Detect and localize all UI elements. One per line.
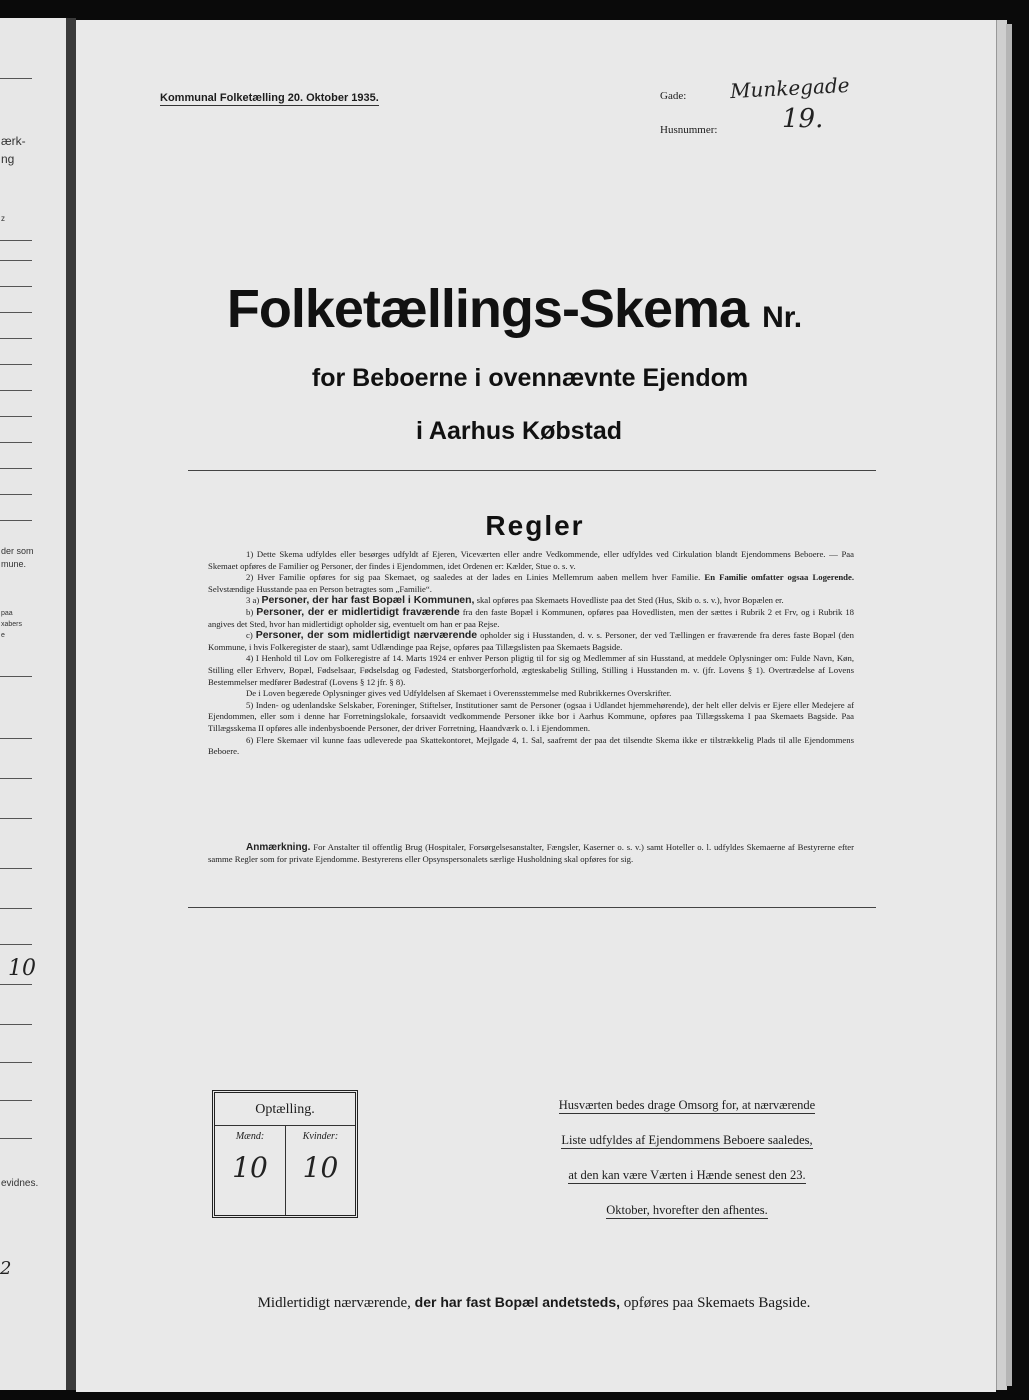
left-rule bbox=[0, 738, 32, 739]
left-rule bbox=[0, 908, 32, 909]
left-rule bbox=[0, 468, 32, 469]
house-number-label: Husnummer: bbox=[660, 124, 718, 136]
left-rule bbox=[0, 1062, 32, 1063]
form-title bbox=[0, 278, 1029, 340]
rule-3b: b) Personer, der er midlertidigt fraværende fra den faste Bopæl i Kommunen, opføres paa Hovedlisten, men der sættes i Rubrik 2 et Frv, og i Rubrik 18 angives det Sted, hvor han midlertidigt opholder sig, eventuelt om han er paa Rejse. bbox=[208, 605, 855, 629]
footer-note: Midlertidigt nærværende, der har fast Bopæl andetsteds, opføres paa Skemaets Bagside. bbox=[257, 1294, 811, 1311]
page-edge bbox=[1006, 24, 1012, 1386]
women-label: Kvinder: bbox=[302, 1131, 339, 1142]
host-note-line: Liste udfyldes af Ejendommens Beboere saaledes, bbox=[561, 1133, 813, 1147]
left-rule bbox=[0, 494, 32, 495]
left-rule bbox=[0, 868, 32, 869]
census-heading: Kommunal Folketælling 20. Oktober 1935. bbox=[160, 92, 379, 104]
left-rule bbox=[0, 1138, 32, 1139]
count-box bbox=[212, 1090, 358, 1218]
left-fragment: evidnes. bbox=[1, 1178, 39, 1189]
left-fragment: der som bbox=[1, 546, 34, 556]
left-fragment: paa bbox=[1, 610, 13, 617]
left-rule bbox=[0, 260, 32, 261]
remark-text: For Anstalter til offentlig Brug (Hospitaler, Forsørgelsesanstalter, Fængsler, Kaserner o. s. v.) samt Hoteller o. l. udfyldes Skemaerne af Bestyrerne efter samme Regler som for private Ejendomme. Bestyrerens eller Opsynspersonalets særlige Husholdning skal opføres for sig. bbox=[208, 842, 855, 864]
left-rule bbox=[0, 1024, 32, 1025]
form-subtitle: for Beboerne i ovennævnte Ejendom bbox=[311, 364, 749, 392]
rules-heading: Regler bbox=[485, 510, 585, 541]
rule-3a: 3 a) Personer, der har fast Bopæl i Kommunen, skal opføres paa Skemaets Hovedliste paa det Sted (Hus, Skib o. s. v.), hvor Bopælen er. bbox=[246, 594, 784, 607]
count-men-cell bbox=[215, 1125, 286, 1215]
form-title-main: Folketællings-Skema bbox=[226, 279, 749, 339]
host-note-line: Husværten bedes drage Omsorg for, at nærværende bbox=[558, 1098, 816, 1112]
left-handwriting: 10 bbox=[8, 956, 36, 981]
left-rule bbox=[0, 944, 32, 945]
remark-block bbox=[208, 842, 854, 866]
left-rule bbox=[0, 78, 32, 79]
left-rule bbox=[0, 984, 32, 985]
divider bbox=[188, 907, 876, 908]
men-label: Mænd: bbox=[235, 1131, 265, 1142]
women-count: 10 bbox=[302, 1151, 339, 1184]
rule-5: 5) Inden- og udenlandske Selskaber, Foreninger, Stiftelser, Institutioner samt de Personer (ogsaa i Udlandet hjemmehørende), der helt eller delvis er Ejere eller Medejere af Ejendommen, eller som i denne har Forretningslokale, forsaavidt vedkommende Personer ikke bor i Aarhus Kommune, opføres paa Tillægsskema I paa Skemaets Bagside. Paa Tillægsskema II opføres alle indenbysboende Personer, der driver Forretning, Haandværk o. l. i Ejendommen. bbox=[208, 699, 854, 733]
left-rule bbox=[0, 818, 32, 819]
left-rule bbox=[0, 240, 32, 241]
left-handwriting: 2 bbox=[0, 1258, 12, 1279]
rule-4b: De i Loven begærede Oplysninger gives ved Udfyldelsen af Skemaet i Overensstemmelse med Rubrikkernes Overskrifter. bbox=[246, 688, 672, 699]
rule-2: 2) Hver Familie opføres for sig paa Skemaet, og saaledes at der lades en Linies Mellemrum aaben mellem hver Familie. En Familie omfatter ogsaa Logerende. Selvstændige Husstande paa en Person betragtes som „Familie“. bbox=[208, 572, 855, 594]
remark-label: Anmærkning. bbox=[246, 842, 311, 853]
left-fragment: ng bbox=[1, 152, 15, 166]
left-fragment: mune. bbox=[1, 559, 27, 569]
rule-4: 4) I Henhold til Lov om Folkeregistre af 14. Marts 1924 er enhver Person pligtig til for sig og Medlemmer af sin Husstand, at meddele Oplysninger om: Fulde Navn, Køn, Stilling eller Erhverv, Bopæl, Fødselsaar, Fødselsdag og Fødested, Statsborgerforhold, ægteskabelig Stilling, Stilling i Husstanden m. v. (jfr. Lovens § 1). Overtrædelse af Lovens Bestemmelser medfører Bødestraf (Lovens § 12 jfr. § 8). bbox=[208, 653, 854, 687]
rule-3c: c) Personer, der som midlertidigt nærværende opholder sig i Husstanden, d. v. s. Personer, der ved Tællingen er fraværende fra deres faste Bopæl (den Kommune, i hvis Folkeregister de staar), samt Udlændinge paa Rejse, opføres paa Tillægslisten paa Skemaets Bagside. bbox=[208, 629, 854, 652]
house-number-value: 19. bbox=[782, 104, 824, 134]
left-fragment: xabers bbox=[1, 621, 23, 628]
left-fragment: z bbox=[1, 214, 5, 223]
form-location: i Aarhus Købstad bbox=[415, 417, 623, 445]
divider bbox=[188, 470, 876, 471]
rule-1: 1) Dette Skema udfyldes eller besørges udfyldt af Ejeren, Viceværten eller andre Vedkommende, eller udfyldes ved Cirkulation blandt Ejendommens Beboere. — Paa Skemaet opføres de Familier og Personer, der findes i Ejendommen, idet Ordenen er: Kælder, Stue o. s. v. bbox=[208, 549, 854, 571]
host-note-line: at den kan være Værten i Hænde senest den 23. bbox=[568, 1168, 806, 1182]
men-count: 10 bbox=[232, 1151, 268, 1184]
street-value: Munkegade bbox=[729, 72, 851, 104]
left-rule bbox=[0, 778, 32, 779]
left-fragment: ærk- bbox=[1, 134, 26, 148]
left-rule bbox=[0, 676, 32, 677]
form-number-label: Nr. bbox=[762, 301, 803, 334]
rules-text bbox=[208, 549, 854, 758]
left-page-edge bbox=[0, 18, 70, 1390]
left-rule bbox=[0, 1100, 32, 1101]
street-label: Gade: bbox=[660, 90, 687, 102]
left-fragment: e bbox=[1, 632, 5, 639]
book-gutter bbox=[66, 18, 76, 1390]
count-box-title: Optælling. bbox=[215, 1093, 355, 1126]
rule-6: 6) Flere Skemaer vil kunne faas udleverede paa Skattekontoret, Mejlgade 4, 1. Sal, saafremt der paa det tilsendte Skema ikke er tilstrækkelig Plads til alle Ejendommens Beboere. bbox=[208, 734, 854, 757]
count-women-cell bbox=[286, 1125, 355, 1215]
host-note-line: Oktober, hvorefter den afhentes. bbox=[606, 1203, 768, 1217]
